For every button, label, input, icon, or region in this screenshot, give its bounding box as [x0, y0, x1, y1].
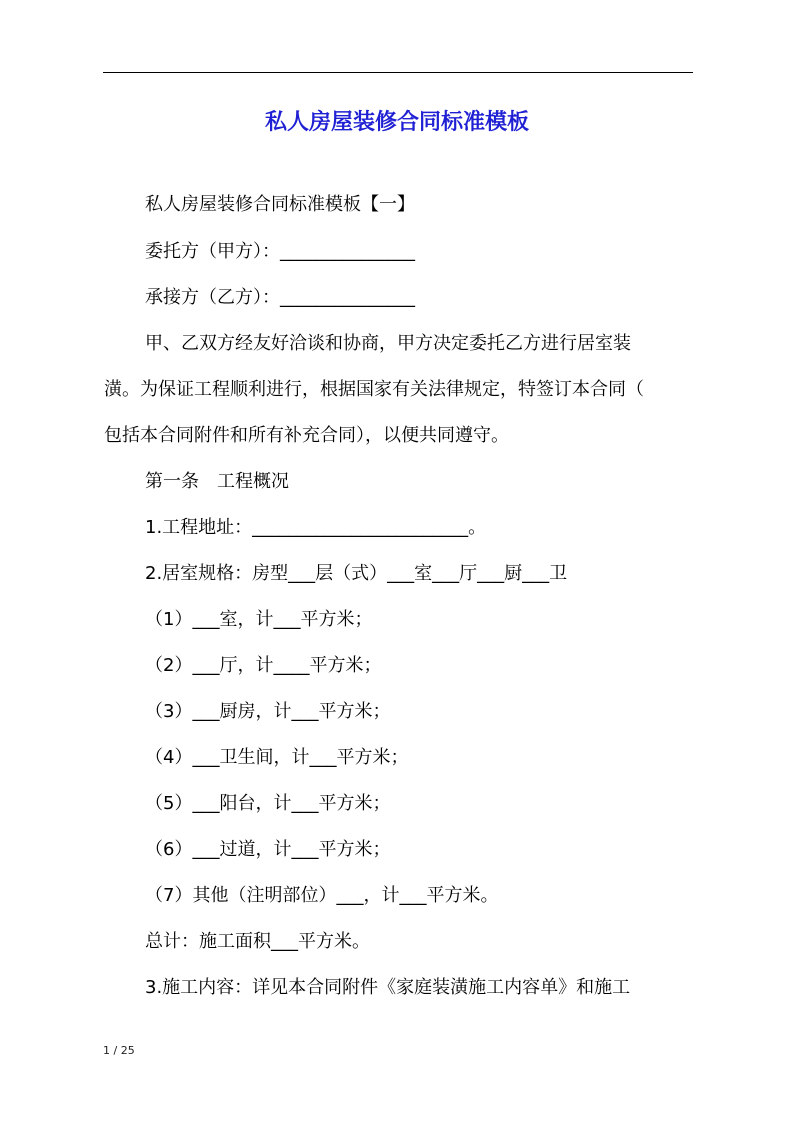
party-a-line: 委托方（甲方）：_______________ — [145, 241, 415, 262]
header-rule — [103, 72, 693, 73]
document-title: 私人房屋装修合同标准模板 — [264, 109, 529, 135]
total-area-line: 总计：施工面积___平方米。 — [145, 931, 370, 952]
intro-paragraph-line-3: 包括本合同附件和所有补充合同），以便共同遵守。 — [104, 425, 509, 446]
room-item-1: （1）___室，计___平方米； — [145, 609, 373, 630]
intro-paragraph-line-1: 甲、乙双方经友好洽谈和协商，甲方决定委托乙方进行居室装 — [145, 333, 631, 354]
room-item-3: （3）___厨房，计___平方米； — [145, 701, 391, 722]
room-item-6: （6）___过道，计___平方米； — [145, 839, 391, 860]
room-item-7: （7）其他（注明部位）___，计___平方米。 — [145, 885, 499, 906]
party-b-line: 承接方（乙方）：_______________ — [145, 287, 415, 308]
construction-content-line: 3.施工内容：详见本合同附件《家庭装潢施工内容单》和施工 — [145, 977, 631, 998]
room-item-4: （4）___卫生间，计___平方米； — [145, 747, 409, 768]
room-spec-line: 2.居室规格：房型___层（式）___室___厅___厨___卫 — [145, 563, 568, 584]
project-address-line: 1.工程地址：________________________。 — [145, 517, 487, 538]
room-item-2: （2）___厅，计____平方米； — [145, 655, 382, 676]
article-heading: 第一条 工程概况 — [145, 471, 289, 492]
page-number: 1 / 25 — [103, 1044, 135, 1057]
room-item-5: （5）___阳台，计___平方米； — [145, 793, 391, 814]
intro-paragraph-line-2: 潢。为保证工程顺利进行，根据国家有关法律规定，特签订本合同（ — [104, 379, 644, 400]
section-heading: 私人房屋装修合同标准模板【一】 — [145, 194, 415, 215]
